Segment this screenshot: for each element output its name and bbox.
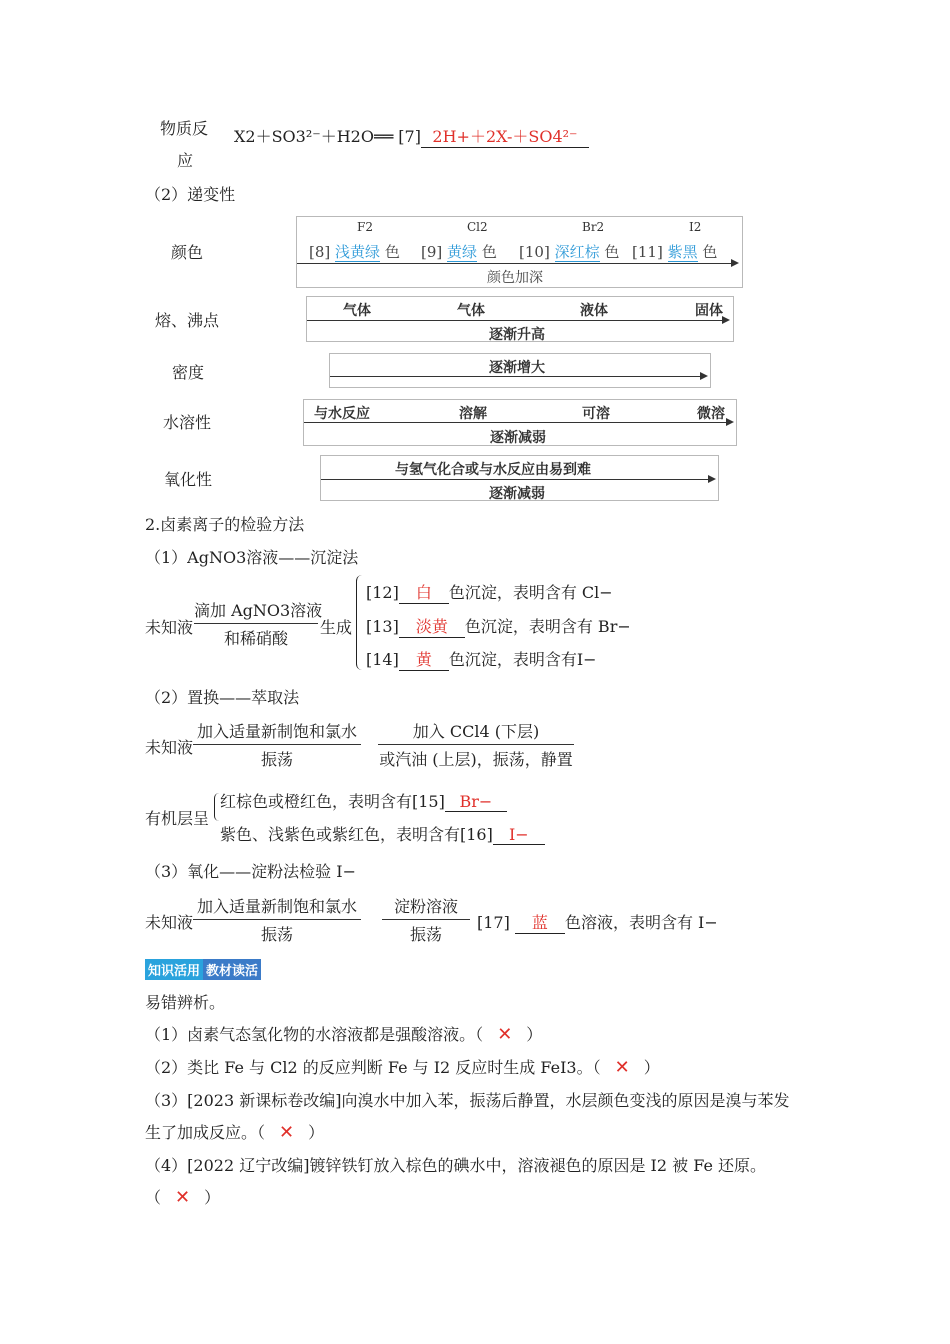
color-label: 颜色 [171, 243, 204, 262]
agno3-start: 未知液 [145, 618, 194, 637]
answer-8: 浅黄绿 [335, 243, 381, 261]
solubility-state-1: 与水反应 [314, 406, 370, 422]
wrong-mark-icon: ✕ [175, 1187, 191, 1208]
answer-13: 淡黄 [399, 614, 465, 638]
agno3-reagent: 滴加 AgNO3溶液 和稀硝酸 [194, 601, 323, 648]
density-trend: 逐渐增大 [489, 360, 545, 376]
agno3-result-12: [12] 白 色沉淀，表明含有 Cl− [366, 580, 613, 604]
extraction-step1: 加入适量新制饱和氯水 振荡 [193, 719, 361, 770]
judge-item-3: （3）[2023 新课标卷改编]向溴水中加入苯，振荡后静置，水层颜色变浅的原因是溴与苯发 [145, 1091, 790, 1110]
answer-12: 白 [399, 580, 449, 604]
detection-heading: 2.卤素离子的检验方法 [145, 515, 305, 534]
reaction-label-2: 应 [177, 151, 194, 170]
answer-17: 蓝 [515, 910, 565, 934]
agno3-gen: 生成 [320, 618, 353, 637]
color-trend: 颜色加深 [487, 270, 543, 286]
org-result-15: 红棕色或橙红色，表明含有[15] Br− [220, 789, 507, 812]
melting-label: 熔、沸点 [155, 311, 220, 330]
color-item-10: [10] 深红棕 色 [519, 243, 620, 261]
judge-item-4-cont: （ ✕ ） [145, 1187, 221, 1208]
melting-state-2: 气体 [457, 303, 485, 319]
element-i2: I2 [689, 220, 702, 234]
wrong-mark-icon: ✕ [279, 1122, 295, 1143]
oxidizing-trend: 逐渐减弱 [489, 486, 545, 502]
answer-16: I− [493, 825, 545, 845]
oxidizing-box [320, 455, 719, 501]
density-box [329, 353, 711, 388]
melting-state-4: 固体 [695, 303, 723, 319]
judge-title: 易错辨析。 [145, 993, 226, 1012]
extraction-step2: 加入 CCl4 (下层) 或汽油 (上层)，振荡，静置 [379, 722, 573, 769]
color-item-11: [11] 紫黑 色 [632, 243, 718, 261]
extraction-heading: （2）置换——萃取法 [145, 688, 300, 707]
starch-start: 未知液 [145, 913, 194, 932]
reaction-label: 物质反 [160, 119, 209, 138]
agno3-result-13: [13] 淡黄 色沉淀，表明含有 Br− [366, 614, 631, 638]
answer-7: 2H+＋2X-＋SO4²⁻ [421, 124, 589, 148]
gradient-heading: （2）递变性 [145, 185, 236, 204]
density-arrow [330, 376, 706, 377]
color-box [296, 216, 743, 288]
starch-result-17: [17] 蓝 色溶液，表明含有 I− [477, 910, 718, 934]
element-br2: Br2 [582, 220, 605, 234]
org-label: 有机层呈 [145, 809, 210, 828]
answer-15: Br− [445, 792, 507, 812]
agno3-heading: （1）AgNO3溶液——沉淀法 [145, 548, 359, 567]
equation-left: X2＋SO3²⁻＋H2O══ [7] [234, 127, 421, 146]
solubility-label: 水溶性 [163, 413, 212, 432]
wrong-mark-icon: ✕ [614, 1057, 630, 1078]
solubility-state-4: 微溶 [697, 406, 725, 422]
section-badge [145, 959, 261, 980]
starch-heading: （3）氧化——淀粉法检验 I− [145, 862, 356, 881]
melting-box [306, 296, 734, 342]
melting-state-1: 气体 [343, 303, 371, 319]
answer-10: 深红棕 [554, 243, 600, 261]
density-label: 密度 [172, 363, 205, 382]
oxidizing-top: 与氢气化合或与水反应由易到难 [395, 462, 591, 478]
judge-item-2: （2）类比 Fe 与 Cl2 的反应判断 Fe 与 I2 反应时生成 FeI3。（ ✕ ） [145, 1057, 660, 1078]
solubility-arrow [304, 422, 732, 423]
starch-step1: 加入适量新制饱和氯水 振荡 [193, 894, 361, 945]
element-cl2: Cl2 [467, 220, 488, 234]
answer-9: 黄绿 [447, 243, 478, 261]
starch-step2: 淀粉溶液 振荡 [382, 894, 470, 945]
melting-trend: 逐渐升高 [489, 327, 545, 343]
badge-textbook: 教材读活 [203, 959, 261, 980]
badge-knowledge: 知识活用 [145, 959, 203, 980]
judge-item-4: （4）[2022 辽宁改编]镀锌铁钉放入棕色的碘水中，溶液褪色的原因是 I2 被 Fe 还原。 [145, 1156, 767, 1175]
solubility-trend: 逐渐减弱 [490, 430, 546, 446]
color-item-8: [8] 浅黄绿 色 [309, 243, 400, 261]
solubility-box [303, 399, 737, 446]
color-item-9: [9] 黄绿 色 [421, 243, 497, 261]
reaction-equation [234, 124, 589, 148]
melting-arrow [307, 320, 728, 321]
solubility-state-2: 溶解 [459, 406, 487, 422]
solubility-state-3: 可溶 [582, 406, 610, 422]
answer-14: 黄 [399, 647, 449, 671]
judge-item-1: （1）卤素气态氢化物的水溶液都是强酸溶液。（ ✕ ） [145, 1024, 543, 1045]
org-result-16: 紫色、浅紫色或紫红色，表明含有[16] I− [220, 822, 545, 845]
agno3-result-14: [14] 黄 色沉淀，表明含有I− [366, 647, 597, 671]
judge-item-3-cont: 生了加成反应。（ ✕ ） [145, 1122, 325, 1143]
wrong-mark-icon: ✕ [497, 1024, 513, 1045]
melting-state-3: 液体 [580, 303, 608, 319]
color-arrow [297, 263, 737, 264]
agno3-brace [356, 575, 363, 670]
answer-11: 紫黑 [667, 243, 698, 261]
element-f2: F2 [357, 220, 373, 234]
extraction-start: 未知液 [145, 738, 194, 757]
oxidizing-label: 氧化性 [164, 470, 213, 489]
oxidizing-arrow [321, 479, 714, 480]
